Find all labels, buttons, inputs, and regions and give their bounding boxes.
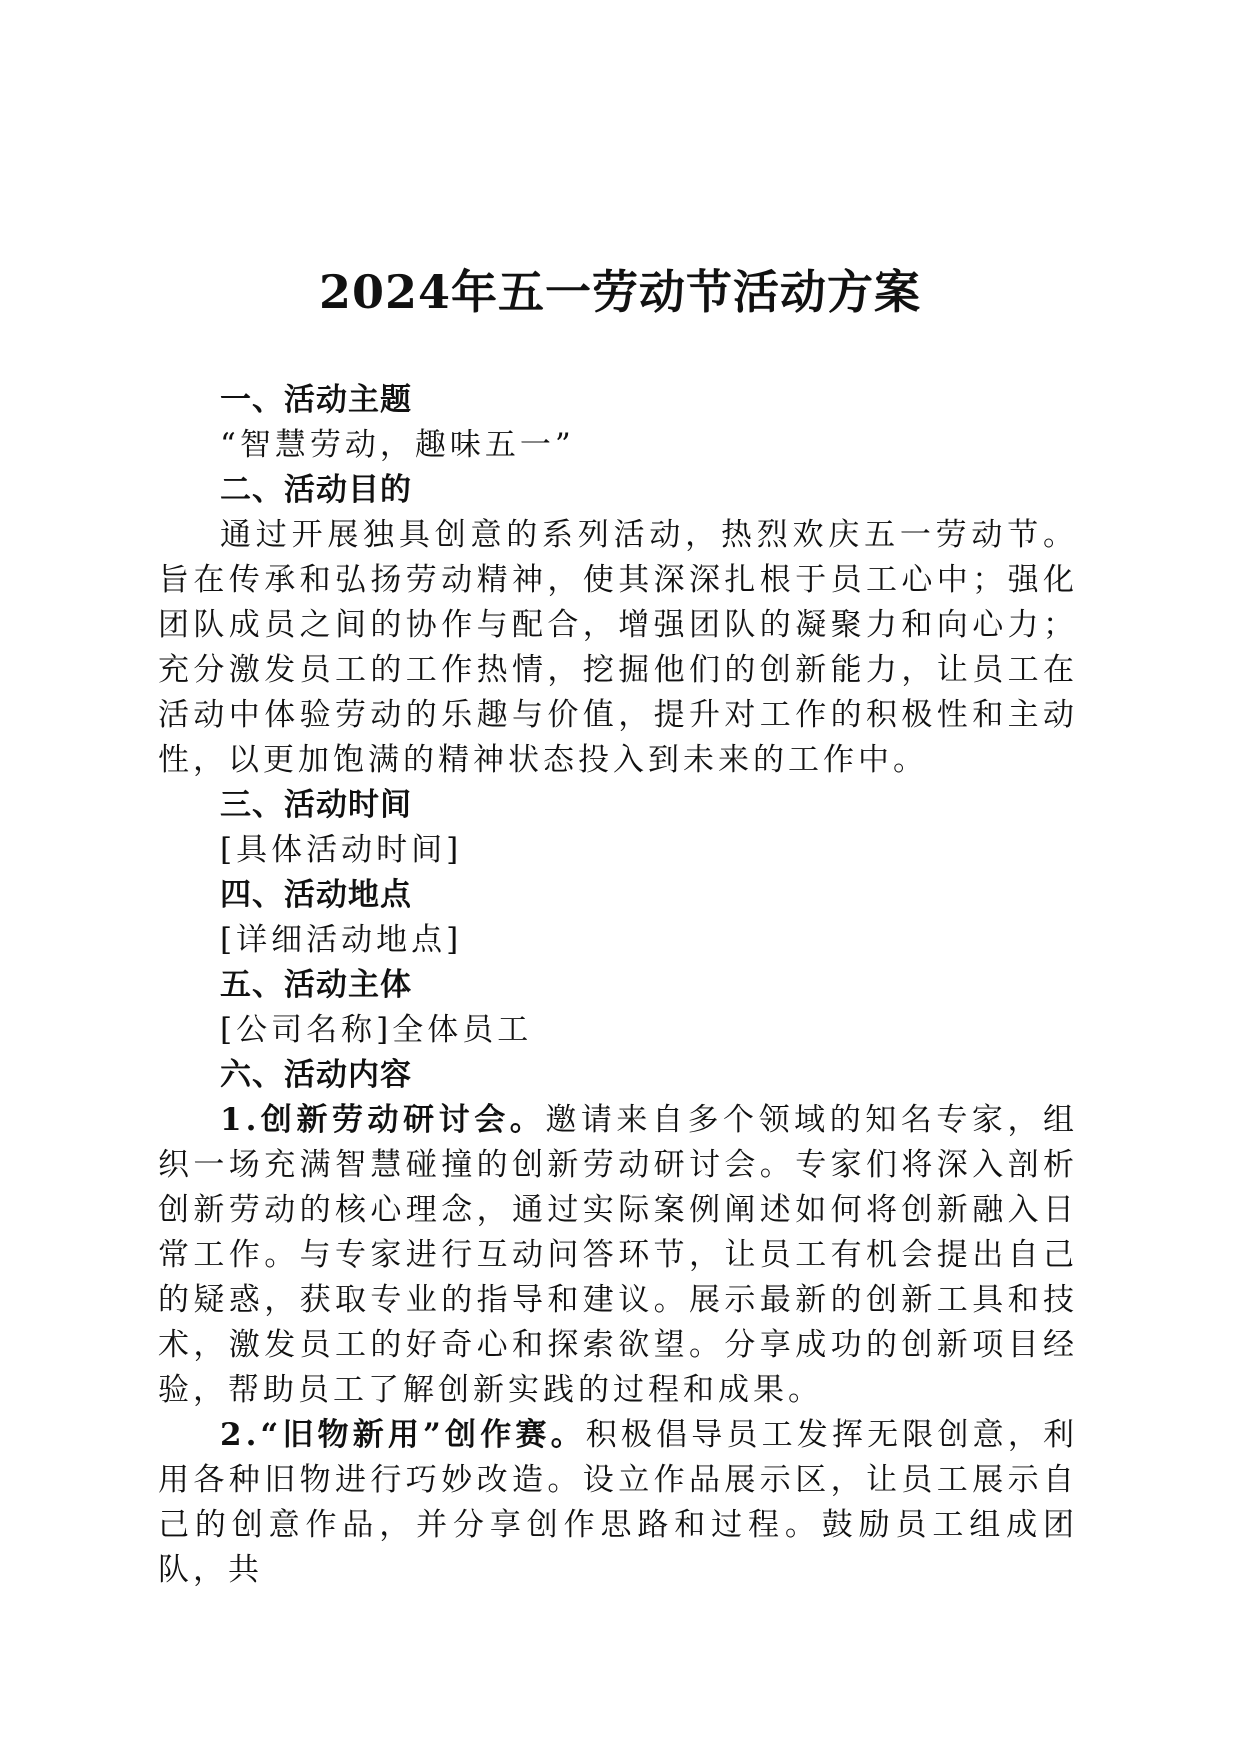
section-heading-time: 三、活动时间	[220, 787, 412, 823]
section-heading-content: 六、活动内容	[220, 1057, 412, 1093]
content-item-text: 积极倡导员工发挥无限创意，利用各种旧物进行巧妙改造。设立作品展示区，让员工展示自己的创意作品，并分享创作思路和过程。鼓励员工组成团队，共	[158, 1417, 1078, 1588]
section-heading-theme: 一、活动主题	[220, 382, 412, 418]
content-item-seminar	[158, 1098, 1078, 1413]
section-heading-location: 四、活动地点	[220, 877, 412, 913]
section-text-participants: [公司名称]全体员工	[220, 1012, 533, 1048]
section-heading-participants: 五、活动主体	[220, 967, 412, 1003]
section-text-location: [详细活动地点]	[220, 922, 463, 958]
section-text-time: [具体活动时间]	[220, 832, 463, 868]
document-body	[158, 378, 1078, 1593]
document-title: 2024年五一劳动节活动方案	[318, 265, 922, 319]
section-text-theme: “智慧劳动，趣味五一”	[220, 427, 575, 463]
content-item-text: 邀请来自多个领域的知名专家，组织一场充满智慧碰撞的创新劳动研讨会。专家们将深入剖析创新劳动的核心理念，通过实际案例阐述如何将创新融入日常工作。与专家进行互动问答环节，让员工有机会提出自己的疑惑，获取专业的指导和建议。展示最新的创新工具和技术，激发员工的好奇心和探索欲望。分享成功的创新项目经验，帮助员工了解创新实践的过程和成果。	[158, 1102, 1078, 1408]
content-item-lead: 1.创新劳动研讨会。	[220, 1102, 546, 1138]
section-heading-purpose: 二、活动目的	[220, 472, 412, 508]
content-item-lead: 2.“旧物新用”创作赛。	[220, 1417, 586, 1453]
section-text-purpose: 通过开展独具创意的系列活动，热烈欢庆五一劳动节。旨在传承和弘扬劳动精神，使其深深扎根于员工心中；强化团队成员之间的协作与配合，增强团队的凝聚力和向心力；充分激发员工的工作热情，挖掘他们的创新能力，让员工在活动中体验劳动的乐趣与价值，提升对工作的积极性和主动性，以更加饱满的精神状态投入到未来的工作中。	[158, 517, 1078, 778]
content-item-upcycle-contest	[158, 1413, 1078, 1593]
